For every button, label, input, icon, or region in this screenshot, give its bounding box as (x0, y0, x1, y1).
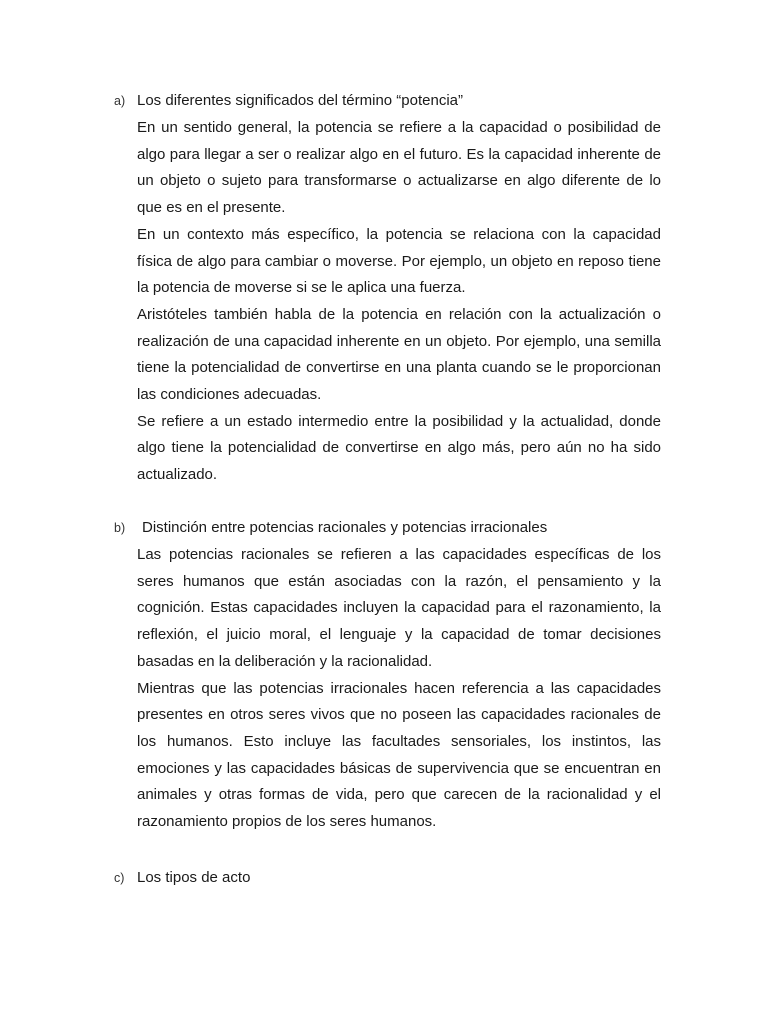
paragraph: Las potencias racionales se refieren a las capacidades específicas de los seres humanos que están asociadas con la razón, el pensamiento y la cognición. Estas capacidades incluyen la capacidad para el razonamiento, la reflexión, el juicio moral, el lenguaje y la capacidad de tomar decisiones basadas en la deliberación y la racionalidad. (137, 546, 661, 670)
section-heading-row (0, 516, 768, 542)
list-marker: c) (114, 871, 125, 885)
section-a (0, 89, 768, 489)
list-marker: b) (114, 521, 126, 535)
paragraph: Aristóteles también habla de la potencia en relación con la actualización o realización de una capacidad inherente en un objeto. Por ejemplo, una semilla tiene la potencialidad de convertirse en una planta cuando se le proporcionan las condiciones adecuadas. (137, 305, 661, 404)
section-b (0, 516, 768, 836)
paragraph: Mientras que las potencias irracionales hacen referencia a las capacidades presentes en otros seres vivos que no poseen las capacidades racionales de los humanos. Esto incluye las facultades sensoriales, los instintos, las emociones y las capacidades básicas de supervivencia que se encuentran en animales y otras formas de vida, pero que carecen de la racionalidad y el razonamiento propios de los seres humanos. (137, 679, 661, 831)
section-c (0, 866, 768, 892)
section-heading-row (0, 89, 768, 115)
section-heading-row (0, 866, 768, 892)
section-heading: Los tipos de acto (137, 869, 251, 886)
paragraph: En un sentido general, la potencia se refiere a la capacidad o posibilidad de algo para llegar a ser o realizar algo en el futuro. Es la capacidad inherente de un objeto o sujeto para transformarse o actualizarse en algo diferente de lo que es en el presente. (137, 119, 661, 217)
paragraph: Se refiere a un estado intermedio entre la posibilidad y la actualidad, donde algo tiene la potencialidad de convertirse en algo más, pero aún no ha sido actualizado. (137, 412, 661, 484)
section-heading: Los diferentes significados del término “potencia” (137, 92, 464, 109)
list-marker: a) (114, 94, 126, 108)
section-heading: Distinción entre potencias racionales y potencias irracionales (142, 519, 548, 536)
paragraph: En un contexto más específico, la potencia se relaciona con la capacidad física de algo para cambiar o moverse. Por ejemplo, un objeto en reposo tiene la potencia de moverse si se le aplica una fuerza. (137, 225, 661, 297)
